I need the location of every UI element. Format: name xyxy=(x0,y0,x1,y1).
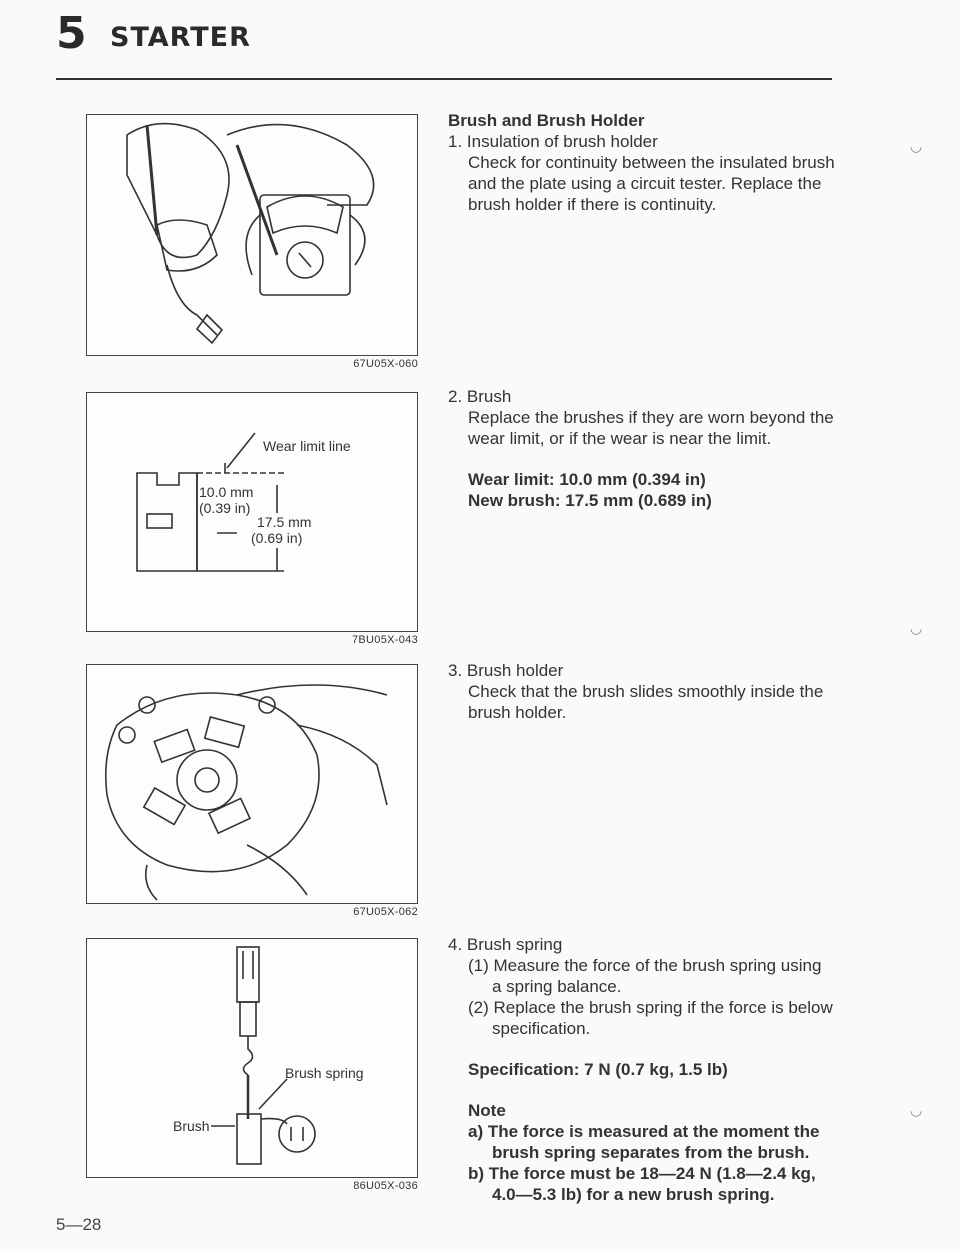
body-line: brush holder. xyxy=(468,703,567,722)
spec-line: Wear limit: 10.0 mm (0.394 in) xyxy=(468,470,706,489)
body-line: wear limit, or if the wear is near the limit. xyxy=(468,429,772,448)
step-line: a spring balance. xyxy=(492,977,622,996)
body-line: and the plate using a circuit tester. Replace the xyxy=(468,174,822,193)
tester-illustration xyxy=(87,115,416,354)
margin-mark: ◡ xyxy=(910,620,923,636)
section-1 xyxy=(448,110,848,215)
figure-brush-holder-check xyxy=(86,664,418,904)
spring-balance-diagram xyxy=(87,939,416,1176)
figure-caption: 67U05X-060 xyxy=(353,358,418,370)
dim-10mm-label: 10.0 mm xyxy=(199,484,254,500)
spec-line: New brush: 17.5 mm (0.689 in) xyxy=(468,491,712,510)
section-2 xyxy=(448,386,848,511)
figure-brush-holder-test xyxy=(86,114,418,356)
body-line: Replace the brushes if they are worn beyond the xyxy=(468,408,834,427)
section-heading: Brush and Brush Holder xyxy=(448,111,645,130)
step-line: specification. xyxy=(492,1019,591,1038)
brush-label: Brush xyxy=(173,1118,210,1134)
header-rule xyxy=(56,78,832,80)
step-line: (1) Measure the force of the brush spring using xyxy=(468,956,822,975)
figure-wear-limit xyxy=(86,392,418,632)
item-title: 2. Brush xyxy=(448,387,512,406)
note-title: Note xyxy=(468,1101,506,1120)
figure-brush-spring xyxy=(86,938,418,1178)
item-title: 1. Insulation of brush holder xyxy=(448,132,658,151)
note-line: brush spring separates from the brush. xyxy=(492,1143,810,1162)
page-number: 5—28 xyxy=(56,1215,102,1234)
section-4 xyxy=(448,934,848,1205)
figure-caption: 86U05X-036 xyxy=(353,1180,418,1192)
chapter-title: STARTER xyxy=(110,22,251,53)
brush-spring-label: Brush spring xyxy=(285,1065,364,1081)
figure-caption: 67U05X-062 xyxy=(353,906,418,918)
figure-caption: 7BU05X-043 xyxy=(352,634,418,646)
item-title: 3. Brush holder xyxy=(448,661,564,680)
wear-limit-diagram xyxy=(87,393,416,630)
spec-line: Specification: 7 N (0.7 kg, 1.5 lb) xyxy=(468,1060,728,1079)
note-line: a) The force is measured at the moment the xyxy=(468,1122,820,1141)
wear-limit-line-label: Wear limit line xyxy=(263,438,351,454)
body-line: Check that the brush slides smoothly inside the xyxy=(468,682,824,701)
section-3 xyxy=(448,660,848,723)
margin-mark: ◡ xyxy=(910,138,923,154)
body-line: brush holder if there is continuity. xyxy=(468,195,717,214)
hand-brush-holder-illustration xyxy=(87,665,416,902)
chapter-number: 5 xyxy=(56,8,87,59)
note-line: 4.0—5.3 lb) for a new brush spring. xyxy=(492,1185,775,1204)
dim-039in-label: (0.39 in) xyxy=(199,500,251,516)
step-line: (2) Replace the brush spring if the force is below xyxy=(468,998,833,1017)
body-line: Check for continuity between the insulated brush xyxy=(468,153,835,172)
dim-175mm-label: 17.5 mm xyxy=(257,514,312,530)
margin-mark: ◡ xyxy=(910,1102,923,1118)
dim-069in-label: (0.69 in) xyxy=(251,530,303,546)
item-title: 4. Brush spring xyxy=(448,935,563,954)
note-line: b) The force must be 18—24 N (1.8—2.4 kg, xyxy=(468,1164,816,1183)
